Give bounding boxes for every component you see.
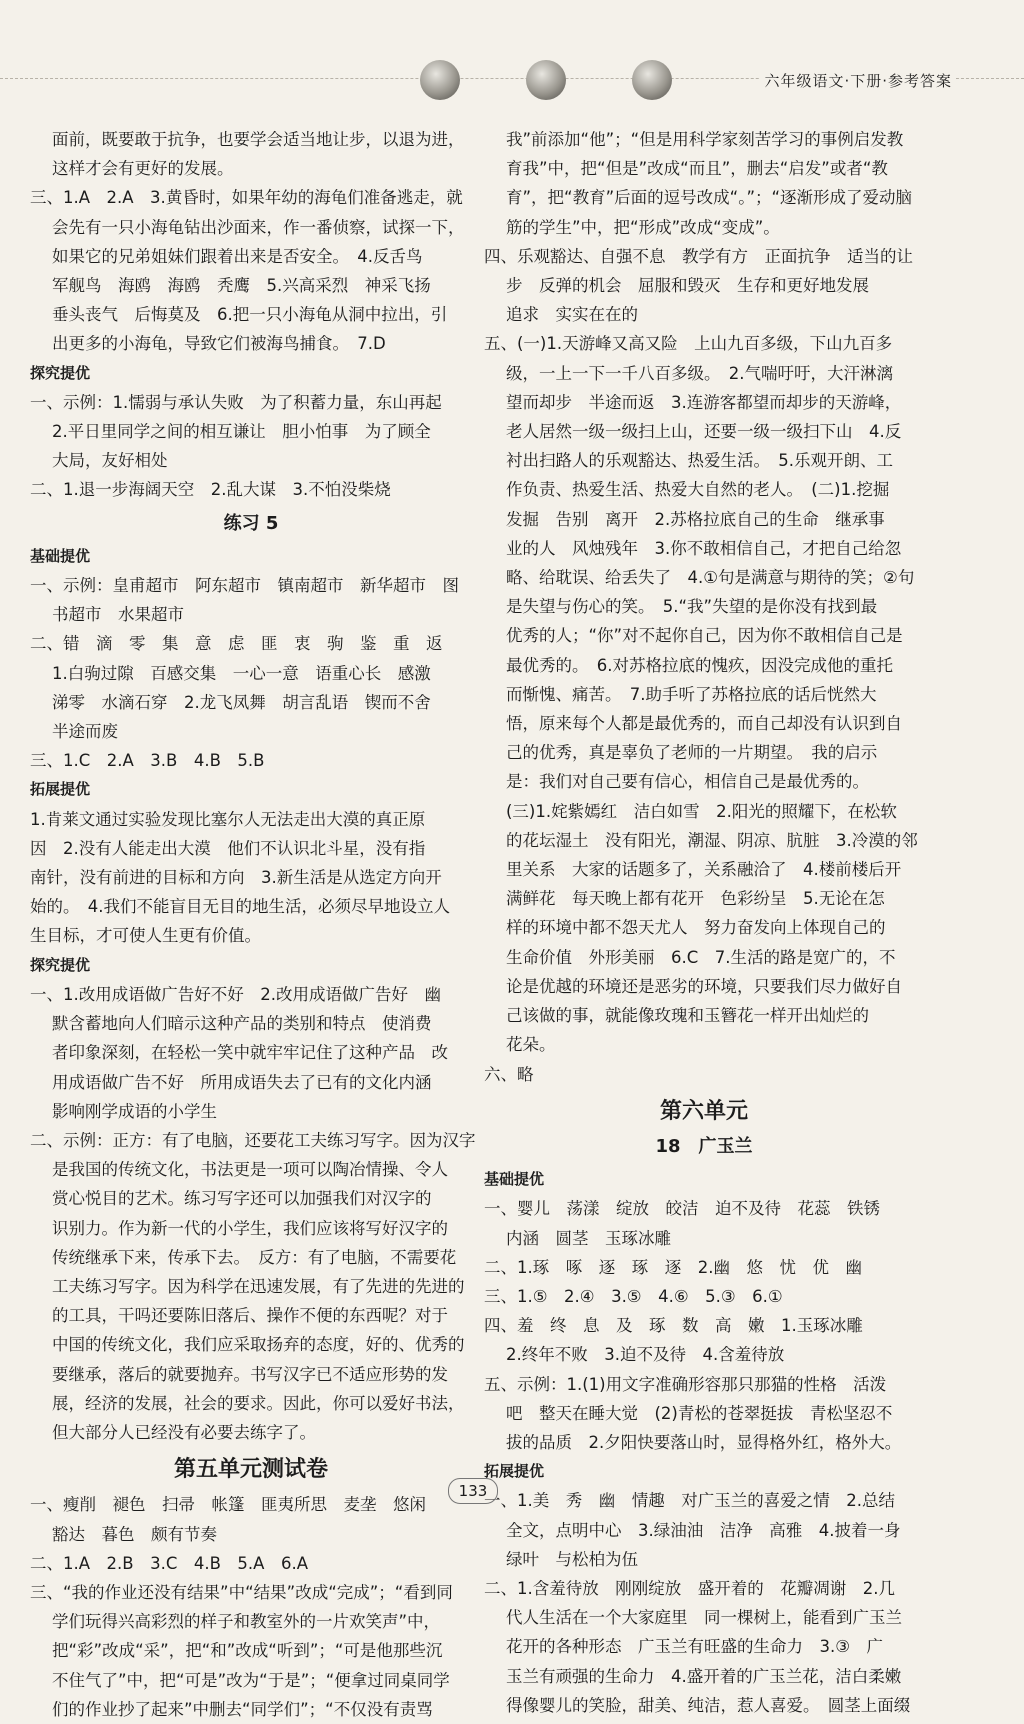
answer-line: 衬出扫路人的乐观豁达、热爱生活。 5.乐观开朗、工 — [506, 451, 893, 471]
answer-line: 把“彩”改成“采”，把“和”改成“听到”；“可是他那些沉 — [52, 1641, 443, 1661]
answer-line: 业的人 风烛残年 3.你不敢相信自己，才把自己给忽 — [506, 538, 902, 558]
answer-line: 者印象深刻，在轻松一笑中就牢牢记住了这种产品 改 — [52, 1043, 448, 1063]
answer-line: 花开的各种形态 广玉兰有旺盛的生命力 3.③ 广 — [506, 1637, 884, 1657]
answer-line: 三、1.A 2.A 3.黄昏时，如果年幼的海龟们准备逃走，就 — [30, 188, 463, 208]
answer-line: 全文，点明中心 3.绿油油 洁净 高雅 4.披着一身 — [506, 1520, 901, 1540]
answer-line: 拓展提优 — [484, 1462, 545, 1481]
answer-line: 第五单元测试卷 — [173, 1457, 328, 1483]
answer-line: 育我”中，把“但是”改成“而且”，删去“启发”或者“教 — [506, 159, 888, 179]
answer-line: 二、1.含羞待放 刚刚绽放 盛开着的 花瓣凋谢 2.几 — [484, 1578, 895, 1598]
answer-line: 练习 5 — [223, 512, 279, 534]
answer-line: 因 2.没有人能走出大漠 他们不认识北斗星，没有指 — [30, 838, 426, 858]
answer-line: 的花坛湿土 没有阳光，潮湿、阴凉、肮脏 3.冷漠的邻 — [506, 830, 918, 850]
answer-line: 三、1.C 2.A 3.B 4.B 5.B — [30, 751, 265, 771]
answer-line: 望而却步 半途而返 3.连游客都望而却步的天游峰， — [506, 392, 902, 412]
answer-line: 追求 实实在在的 — [506, 305, 638, 325]
answer-line: 玉兰有顽强的生命力 4.盛开着的广玉兰花，洁白柔嫩 — [506, 1666, 902, 1686]
answer-line: 论是优越的环境还是恶劣的环境，只要我们尽力做好自 — [506, 976, 902, 996]
answer-line: 内涵 圆茎 玉琢冰雕 — [506, 1228, 671, 1248]
answer-line: 第六单元 — [659, 1098, 748, 1124]
answer-line: 作负责、热爱生活、热爱大自然的老人。 (二)1.挖掘 — [506, 480, 890, 500]
answer-line: 始的。 4.我们不能盲目无目的地生活，必须尽早地设立人 — [30, 897, 450, 917]
answer-line: 但大部分人已经没有必要去练字了。 — [52, 1422, 316, 1442]
answer-line: 18 广玉兰 — [655, 1135, 753, 1157]
answer-line: 豁达 暮色 颇有节奏 — [52, 1524, 217, 1544]
right-column — [484, 125, 924, 1720]
answer-line: 拓展提优 — [30, 780, 91, 799]
answer-line: 一、1.美 秀 幽 情趣 对广玉兰的喜爱之情 2.总结 — [484, 1491, 895, 1511]
answer-line: 的工具，干吗还要陈旧落后、操作不便的东西呢？对于 — [52, 1306, 448, 1326]
answer-line: 2.平日里同学之间的相互谦让 胆小怕事 为了顾全 — [52, 422, 431, 442]
answer-line: 代人生活在一个大家庭里 同一棵树上，能看到广玉兰 — [506, 1608, 902, 1628]
answer-line: 探究提优 — [30, 955, 91, 974]
answer-line: 最优秀的。 6.对苏格拉底的愧疚，因没完成他的重托 — [506, 655, 893, 675]
answer-line: 四、羞 终 息 及 琢 数 高 嫩 1.玉琢冰雕 — [484, 1316, 863, 1336]
answer-line: 二、1.A 2.B 3.C 4.B 5.A 6.A — [30, 1553, 308, 1573]
answer-line: 半途而废 — [52, 722, 118, 742]
answer-line: 一、瘦削 褪色 扫帚 帐篷 匪夷所思 麦垄 悠闲 — [30, 1495, 426, 1515]
answer-line: 三、1.⑤ 2.④ 3.⑤ 4.⑥ 5.③ 6.① — [484, 1286, 783, 1306]
answer-line: 们的作业抄了起来”中删去“同学们”；“不仅没有责骂 — [52, 1699, 433, 1719]
answer-line: 级，一上一下一千八百多级。 2.气喘吁吁，大汗淋漓 — [506, 363, 893, 383]
page-number: 133 — [448, 1478, 498, 1504]
answer-line: 二、示例：正方：有了电脑，还要花工夫练习写字。因为汉字 — [30, 1130, 476, 1150]
answer-line: 育”，把“教育”后面的逗号改成“。”；“逐渐形成了爱动脑 — [506, 188, 913, 208]
answer-line: 军舰鸟 海鸥 海鸥 秃鹰 5.兴高采烈 神采飞扬 — [52, 276, 431, 296]
answer-line: 步 反弹的机会 屈服和毁灭 生存和更好地发展 — [506, 276, 869, 296]
answer-line: 这样才会有更好的发展。 — [52, 159, 234, 179]
answer-line: 花朵。 — [506, 1035, 556, 1055]
answer-line: 二、错 滴 零 集 意 虑 匪 衷 驹 鉴 重 返 — [30, 634, 443, 654]
answer-line: 涕零 水滴石穿 2.龙飞凤舞 胡言乱语 锲而不舍 — [52, 692, 431, 712]
answer-line: 基础提优 — [484, 1170, 545, 1189]
answer-line: 基础提优 — [30, 546, 91, 565]
answer-line: 绿叶 与松柏为伍 — [506, 1549, 638, 1569]
answer-line: 生命价值 外形美丽 6.C 7.生活的路是宽广的，不 — [506, 947, 896, 967]
answer-line: 会先有一只小海龟钻出沙面来，作一番侦察，试探一下， — [52, 217, 465, 237]
answer-line: 影响刚学成语的小学生 — [52, 1101, 217, 1121]
answer-line: 南针，没有前进的目标和方向 3.新生活是从选定方向开 — [30, 868, 442, 888]
answer-line: 得像婴儿的笑脸，甜美、纯洁，惹人喜爱。 圆茎上面缀 — [506, 1695, 911, 1715]
answer-line: 探究提优 — [30, 363, 91, 382]
answer-line: 优秀的人；“你”对不起你自己，因为你不敢相信自己是 — [506, 626, 903, 646]
answer-line: 1.肯莱文通过实验发现比塞尔人无法走出大漠的真正原 — [30, 809, 426, 829]
answer-line: 工夫练习写字。因为科学在迅速发展，有了先进的先进的 — [52, 1276, 465, 1296]
answer-line: 展，经济的发展，社会的要求。因此，你可以爱好书法， — [52, 1393, 465, 1413]
answer-line: 垂头丧气 后悔莫及 6.把一只小海龟从洞中拉出，引 — [52, 305, 448, 325]
answer-line: 己该做的事，就能像玫瑰和玉簪花一样开出灿烂的 — [506, 1006, 869, 1026]
header-title: 六年级语文·下册·参考答案 — [760, 70, 956, 91]
answer-line: 传统继承下来，传承下去。 反方：有了电脑，不需要花 — [52, 1247, 457, 1267]
answer-line: 里关系 大家的话题多了，关系融洽了 4.楼前楼后开 — [506, 860, 902, 880]
answer-line: 大局，友好相处 — [52, 451, 168, 471]
answer-line: 赏心悦目的艺术。练习写字还可以加强我们对汉字的 — [52, 1189, 432, 1209]
answer-line: 悟，原来每个人都是最优秀的，而自己却没有认识到自 — [506, 714, 902, 734]
answer-line: 不住气了”中，把“可是”改为“于是”；“便拿过同桌同学 — [52, 1670, 450, 1690]
answer-line: 生目标，才可使人生更有价值。 — [30, 926, 261, 946]
answer-line: 筋的学生”中，把“形成”改成“变成”。 — [506, 217, 780, 237]
answer-line: 五、示例：1.(1)用文字准确形容那只那猫的性格 活泼 — [484, 1374, 887, 1394]
answer-line: 三、“我的作业还没有结果”中“结果”改成“完成”；“看到同 — [30, 1582, 453, 1602]
answer-line: 中国的传统文化，我们应采取扬弃的态度，好的、优秀的 — [52, 1335, 465, 1355]
answer-line: (三)1.姹紫嫣红 洁白如雪 2.阳光的照耀下，在松软 — [506, 801, 897, 821]
answer-line: 是：我们对自己要有信心，相信自己是最优秀的。 — [506, 772, 869, 792]
answer-line: 用成语做广告不好 所用成语失去了已有的文化内涵 — [52, 1072, 432, 1092]
decorative-ornament-icon — [420, 60, 460, 100]
answer-line: 默含蓄地向人们暗示这种产品的类别和特点 使消费 — [52, 1014, 432, 1034]
decorative-ornament-icon — [526, 60, 566, 100]
answer-line: 四、乐观豁达、自强不息 教学有方 正面抗争 适当的让 — [484, 246, 913, 266]
answer-line: 1.白驹过隙 百感交集 一心一意 语重心长 感激 — [52, 663, 431, 683]
answer-line: 发掘 告别 离开 2.苏格拉底自己的生命 继承事 — [506, 509, 885, 529]
page-header — [0, 0, 1024, 112]
answer-line: 老人居然一级一级扫上山，还要一级一级扫下山 4.反 — [506, 422, 902, 442]
answer-line: 一、婴儿 荡漾 绽放 皎洁 迫不及待 花蕊 铁锈 — [484, 1199, 880, 1219]
answer-line: 面前，既要敢于抗争，也要学会适当地让步，以退为进， — [52, 130, 465, 149]
answer-line: 识别力。作为新一代的小学生，我们应该将写好汉字的 — [52, 1218, 448, 1238]
answer-line: 满鲜花 每天晚上都有花开 色彩纷呈 5.无论在怎 — [506, 889, 885, 909]
answer-line: 己的优秀，真是辜负了老师的一片期望。 我的启示 — [506, 743, 878, 763]
answer-line: 学们玩得兴高彩烈的样子和教室外的一片欢笑声”中， — [52, 1612, 441, 1632]
answer-line: 拔的品质 2.夕阳快要落山时，显得格外红，格外大。 — [506, 1432, 902, 1452]
answer-line: 是失望与伤心的笑。 5.“我”失望的是你没有找到最 — [506, 597, 878, 617]
answer-line: 书超市 水果超市 — [52, 605, 184, 625]
answer-line: 吧 整天在睡大觉 (2)青松的苍翠挺拔 青松坚忍不 — [506, 1403, 893, 1423]
answer-line: 2.终年不败 3.迫不及待 4.含羞待放 — [506, 1345, 785, 1365]
decorative-ornament-icon — [632, 60, 672, 100]
answer-line: 出更多的小海龟，导致它们被海鸟捕食。 7.D — [52, 334, 386, 354]
answer-line: 我”前添加“他”；“但是用科学家刻苦学习的事例启发教 — [506, 130, 904, 149]
answer-line: 一、1.改用成语做广告好不好 2.改用成语做广告好 幽 — [30, 984, 441, 1004]
answer-line: 一、示例：皇甫超市 阿东超市 镇南超市 新华超市 图 — [30, 576, 459, 596]
answer-line: 如果它的兄弟姐妹们跟着出来是否安全。 4.反舌鸟 — [52, 246, 423, 266]
answer-line: 二、1.琢 啄 逐 琢 逐 2.幽 悠 忧 优 幽 — [484, 1257, 862, 1277]
answer-line: 样的环境中都不怨天尤人 努力奋发向上体现自己的 — [506, 918, 886, 938]
answer-line: 而惭愧、痛苦。 7.助手听了苏格拉底的话后恍然大 — [506, 684, 877, 704]
answer-line: 一、示例：1.懦弱与承认失败 为了积蓄力量，东山再起 — [30, 392, 442, 412]
answer-line: 是我国的传统文化，书法更是一项可以陶冶情操、令人 — [52, 1160, 448, 1180]
answer-line: 略、给耽误、给丢失了 4.①句是满意与期待的笑；②句 — [506, 568, 915, 588]
answer-line: 要继承，落后的就要抛弃。书写汉字已不适应形势的发 — [52, 1364, 448, 1384]
answer-line: 六、略 — [484, 1064, 534, 1084]
answer-line: 五、(一)1.天游峰又高又险 上山九百多级，下山九百多 — [484, 334, 893, 354]
answer-line: 二、1.退一步海阔天空 2.乱大谋 3.不怕没柴烧 — [30, 480, 391, 500]
